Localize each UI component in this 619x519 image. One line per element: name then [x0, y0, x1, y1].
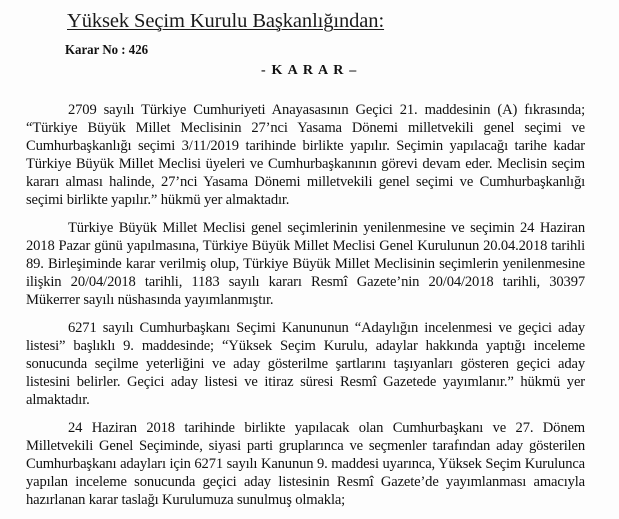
decision-heading: - K A R A R –	[261, 63, 358, 78]
paragraph-candidate-list: 24 Haziran 2018 tarihinde birlikte yapılacak olan Cumhurbaşkanı ve 27. Dönem Milletvekili Genel Seçiminde, siyasi parti gruplarınca ve seçmenler tarafından aday gösterilen Cumhurbaşkanı adayları için 6271 sayılı Kanunun 9. maddesi uyarınca, Yüksek Seçim Kurulunca yapılan inceleme sonucunda geçici aday listesinin Resmî Gazete’de yayımlanması amacıyla hazırlanan karar taslağı Kurulumuza sunulmuş olmakla;	[26, 420, 585, 508]
paragraph-law-6271: 6271 sayılı Cumhurbaşkanı Seçimi Kanununun “Adaylığın incelenmesi ve geçici aday listesi” başlıklı 9. maddesinde; “Yüksek Seçim Kurulu, adaylar hakkında yaptığı inceleme sonucunda seçilme yeterliğini ve aday gösterilme şartlarını taşıyanları gösteren geçici aday listesini belirler. Geçici aday listesi ve itiraz süresi Resmî Gazetede yayımlanır.” hükmü yer almaktadır.	[26, 320, 585, 408]
decision-number: Karar No : 426	[65, 43, 149, 58]
document-body	[26, 101, 585, 519]
paragraph-election-renewal: Türkiye Büyük Millet Meclisi genel seçimlerinin yenilenmesine ve seçimin 24 Haziran 2018 Pazar günü yapılmasına, Türkiye Büyük Millet Meclisi Genel Kurulunun 20.04.2018 tarihli 89. Birleşiminde karar verilmiş olup, Türkiye Büyük Millet Meclisinin seçimlerin yenilenmesine ilişkin 20/04/2018 tarihli, 1183 sayılı kararı Resmî Gazete’nin 20/04/2018 tarihli, 30397 Mükerrer sayılı nüshasında yayımlanmıştır.	[26, 220, 585, 308]
document-title: Yüksek Seçim Kurulu Başkanlığından:	[67, 10, 385, 32]
paragraph-constitution: 2709 sayılı Türkiye Cumhuriyeti Anayasasının Geçici 21. maddesinin (A) fıkrasında; “Türkiye Büyük Millet Meclisinin 27’nci Yasama Dönemi milletvekili genel seçimi ve Cumhurbaşkanlığı seçimi 3/11/2019 tarihinde birlikte yapılır. Seçimin yapılacağı tarihe kadar Türkiye Büyük Millet Meclisi üyeleri ve Cumhurbaşkanının görevi devam eder. Meclisin seçim kararı alması halinde, 27’nci Yasama Dönemi milletvekili genel seçimi ve Cumhurbaşkanlığı seçimi birlikte yapılır.” hükmü yer almaktadır.	[26, 102, 585, 208]
